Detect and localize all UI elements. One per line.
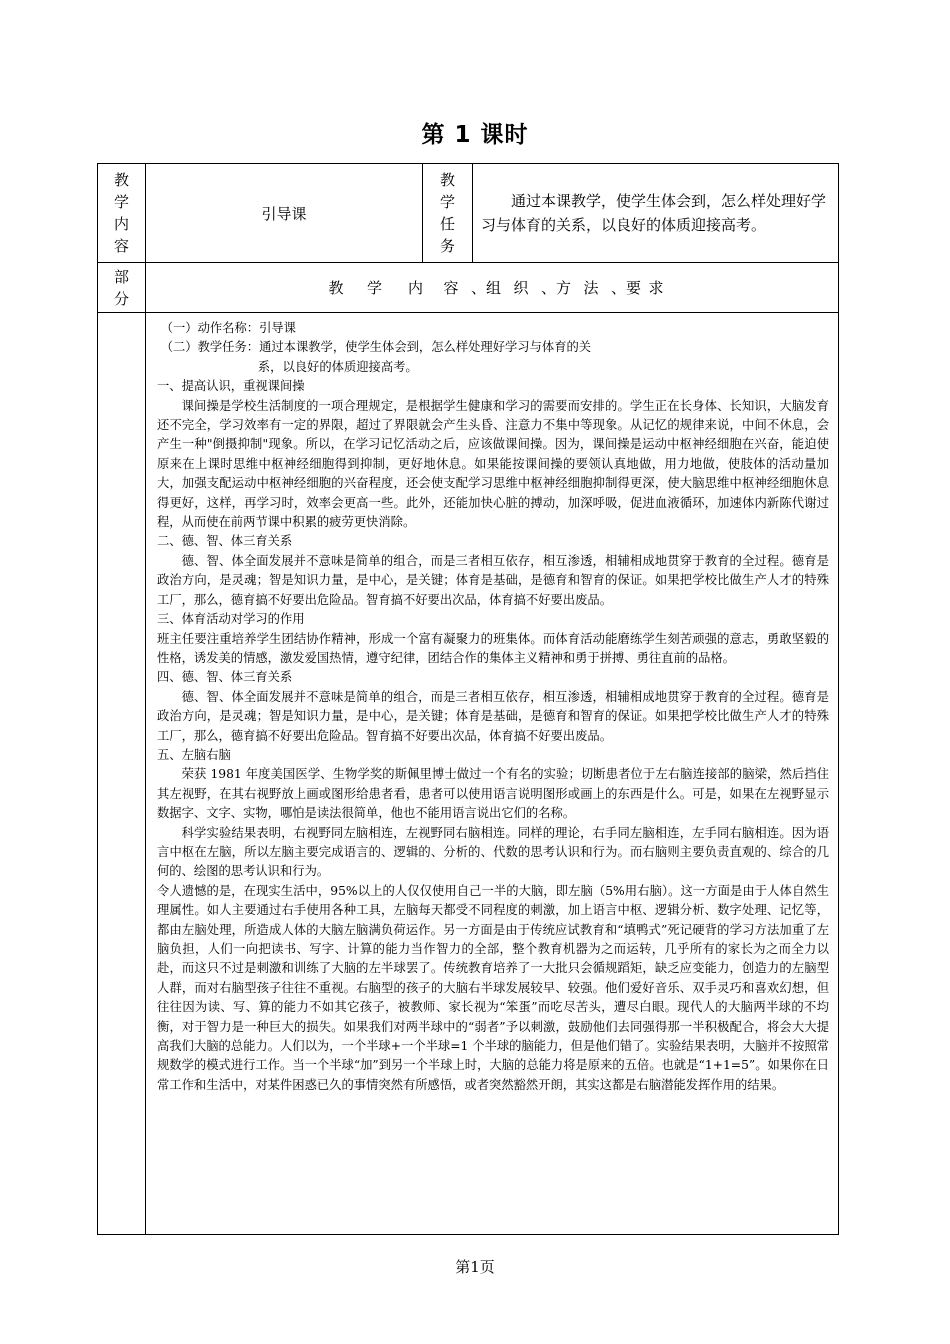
page-number: 第1页 [455,1258,495,1276]
heading-char: 学 [366,279,382,297]
body-row [98,313,839,1235]
lesson-table [97,163,839,1235]
label-char: 教 [439,171,455,189]
label-char: 部 [113,267,129,286]
content-paragraph: 令人遗憾的是，在现实生活中，95%以上的人仅仅使用自己一半的大脑，即左脑（5%用右脑）。这一方面是由于人体自然生理属性。如人主要通过右手使用各种工具，左脑每天都受不同程度的刺激，加上语言中枢、逻辑分析、数字处理、记忆等，都由左脑处理，所造成人体的大脑左脑满负荷运作。另一方面是由于传统应试教育和“填鸭式”死记硬背的学习方法加重了左脑负担，人们一向把读书、写字、计算的能力当作智力的全部，整个教育机器为之而运转，几乎所有的家长为之而全力以赴，而这只不过是刺激和训练了大脑的左半球罢了。传统教育培养了一大批只会循规蹈矩，缺乏应变能力，创造力的左脑型人群，而对右脑型孩子往往不重视。右脑型的孩子的大脑右半球发展较早、较强。他们爱好音乐、双手灵巧和喜欢幻想，但往往因为读、写、算的能力不如其它孩子，被教师、家长视为“笨蛋”而吃尽苦头，遭尽白眼。现代人的大脑两半球的不均衡，对于智力是一种巨大的损失。如果我们对两半球中的“弱者”予以刺激，鼓励他们去同强得那一半积极配合，将会大大提高我们大脑的总能力。人们以为，一个半球+一个半球=1 个半球的脑能力，但是他们错了。实验结果表明，大脑并不按照常规数学的模式进行工作。当一个半球“加”到另一个半球上时，大脑的总能力将是原来的五倍。也就是“1+1=5”。如果你在日常工作和生活中，对某件困惑已久的事情突然有所感悟，或者突然豁然开朗，其实这都是右脑潜能发挥作用的结果。 [157,883,829,1092]
heading-char: 教 [328,279,344,297]
label-part [98,263,146,313]
heading-char: 容 [443,279,459,297]
label-char: 分 [113,289,129,308]
label-char: 教 [113,171,129,189]
label-char: 务 [439,237,455,255]
content-paragraph: （二）教学任务：通过本课教学，使学生体会到，怎么样处理好学习与体育的关 [160,340,592,355]
label-char: 任 [439,215,455,233]
content-paragraph: 荣获 1981 年度美国医学、生物学奖的斯佩里博士做过一个有名的实验；切断患者位于左右脑连接部的脑梁，然后挡住其左视野，在其右视野放上画或图形给患者看，患者可以使用语言说明图形或画上的东西是什么。可是，如果在左视野显示数据字、文字、实物，哪怕是读法很简单，他也不能用语言说出它们的名称。 [157,767,829,821]
heading-char: 、方 [540,279,571,297]
heading-char: 法 [583,279,599,297]
content-heading [146,263,839,313]
content-paragraph: 系，以良好的体质迎接高考。 [257,359,418,374]
section-heading: 四、德、智、体三育关系 [157,670,293,685]
label-teaching-task [423,164,473,263]
label-char: 容 [113,237,129,255]
label-char: 学 [113,193,129,211]
header-row [98,164,839,263]
body-content-cell [146,313,839,1235]
content-paragraph: （一）动作名称：引导课 [160,321,296,335]
body-left-cell [98,313,146,1235]
content-paragraph: 班主任要注重培养学生团结协作精神，形成一个富有凝聚力的班集体。而体育活动能磨练学生刻苦顽强的意志，勇敢坚毅的性格，诱发美的情感，激发爱国热情，遵守纪律，团结合作的集体主义精神和勇于拼搏、勇往直前的品格。 [157,631,829,665]
label-char: 内 [113,215,129,233]
content-paragraph: 科学实验结果表明，右视野同左脑相连，左视野同右脑相连。同样的理论，右手同左脑相连，左手同右脑相连。因为语言中枢在左脑，所以左脑主要完成语言的、逻辑的、分析的、代数的思考认识和行为。而右脑则主要负责直观的、综合的几何的、绘图的思考认识和行为。 [157,825,829,879]
label-char: 学 [439,193,455,211]
content-paragraph: 德、智、体全面发展并不意味是简单的组合，而是三者相互依存，相互渗透，相辅相成地贯穿于教育的全过程。德育是政治方向，是灵魂；智是知识力量，是中心，是关键；体育是基础，是德育和智育的保证。如果把学校比做生产人才的特殊工厂，那么，德育搞不好要出危险品。智育搞不好要出次品，体育搞不好要出废品。 [157,689,829,743]
heading-char: 、要 [610,279,641,297]
section-heading: 二、德、智、体三育关系 [157,534,293,549]
section-heading: 五、左脑右脑 [157,747,231,762]
lesson-content [157,319,829,1095]
heading-char: 内 [407,279,423,297]
label-teaching-content [98,164,146,263]
heading-char: 求 [648,279,664,297]
lesson-topic: 引导课 [146,164,423,263]
page-title: 第 1 课时 [421,122,529,148]
heading-char: 、组 [470,279,501,297]
teaching-task-text: 通过本课教学，使学生体会到，怎么样处理好学习与体育的关系，以良好的体质迎接高考。 [473,164,839,263]
section-row [98,263,839,313]
section-heading: 三、体育活动对学习的作用 [157,612,305,627]
content-paragraph: 课间操是学校生活制度的一项合理规定，是根据学生健康和学习的需要而安排的。学生正在长身体、长知识，大脑发育还不完全，学习效率有一定的界限，超过了界限就会产生头昏、注意力不集中等现象。从记忆的规律来说，中间不休息，会产生一种"倒摄抑制"现象。所以，在学习记忆活动之后，应该做课间操。因为，课间操是运动中枢神经细胞在兴奋，能迫使原来在上课时思维中枢神经细胞得到抑制，更好地休息。如果能按课间操的要领认真地做，用力地做，使肢体的活动量加大，加强支配运动中枢神经细胞的兴奋程度，还会使支配学习思维中枢神经细胞抑制得更深，使大脑思维中枢神经细胞休息得更好，这样，再学习时，效率会更高一些。此外，还能加快心脏的搏动，加深呼吸，促进血液循环，加速体内新陈代谢过程，从而使在前两节课中积累的疲劳更快消除。 [157,398,829,530]
content-paragraph: 德、智、体全面发展并不意味是简单的组合，而是三者相互依存，相互渗透，相辅相成地贯穿于教育的全过程。德育是政治方向，是灵魂；智是知识力量，是中心，是关键；体育是基础，是德育和智育的保证。如果把学校比做生产人才的特殊工厂，那么，德育搞不好要出危险品。智育搞不好要出次品，体育搞不好要出废品。 [157,553,829,607]
heading-char: 织 [513,279,529,297]
section-heading: 一、提高认识，重视课间操 [157,379,305,394]
